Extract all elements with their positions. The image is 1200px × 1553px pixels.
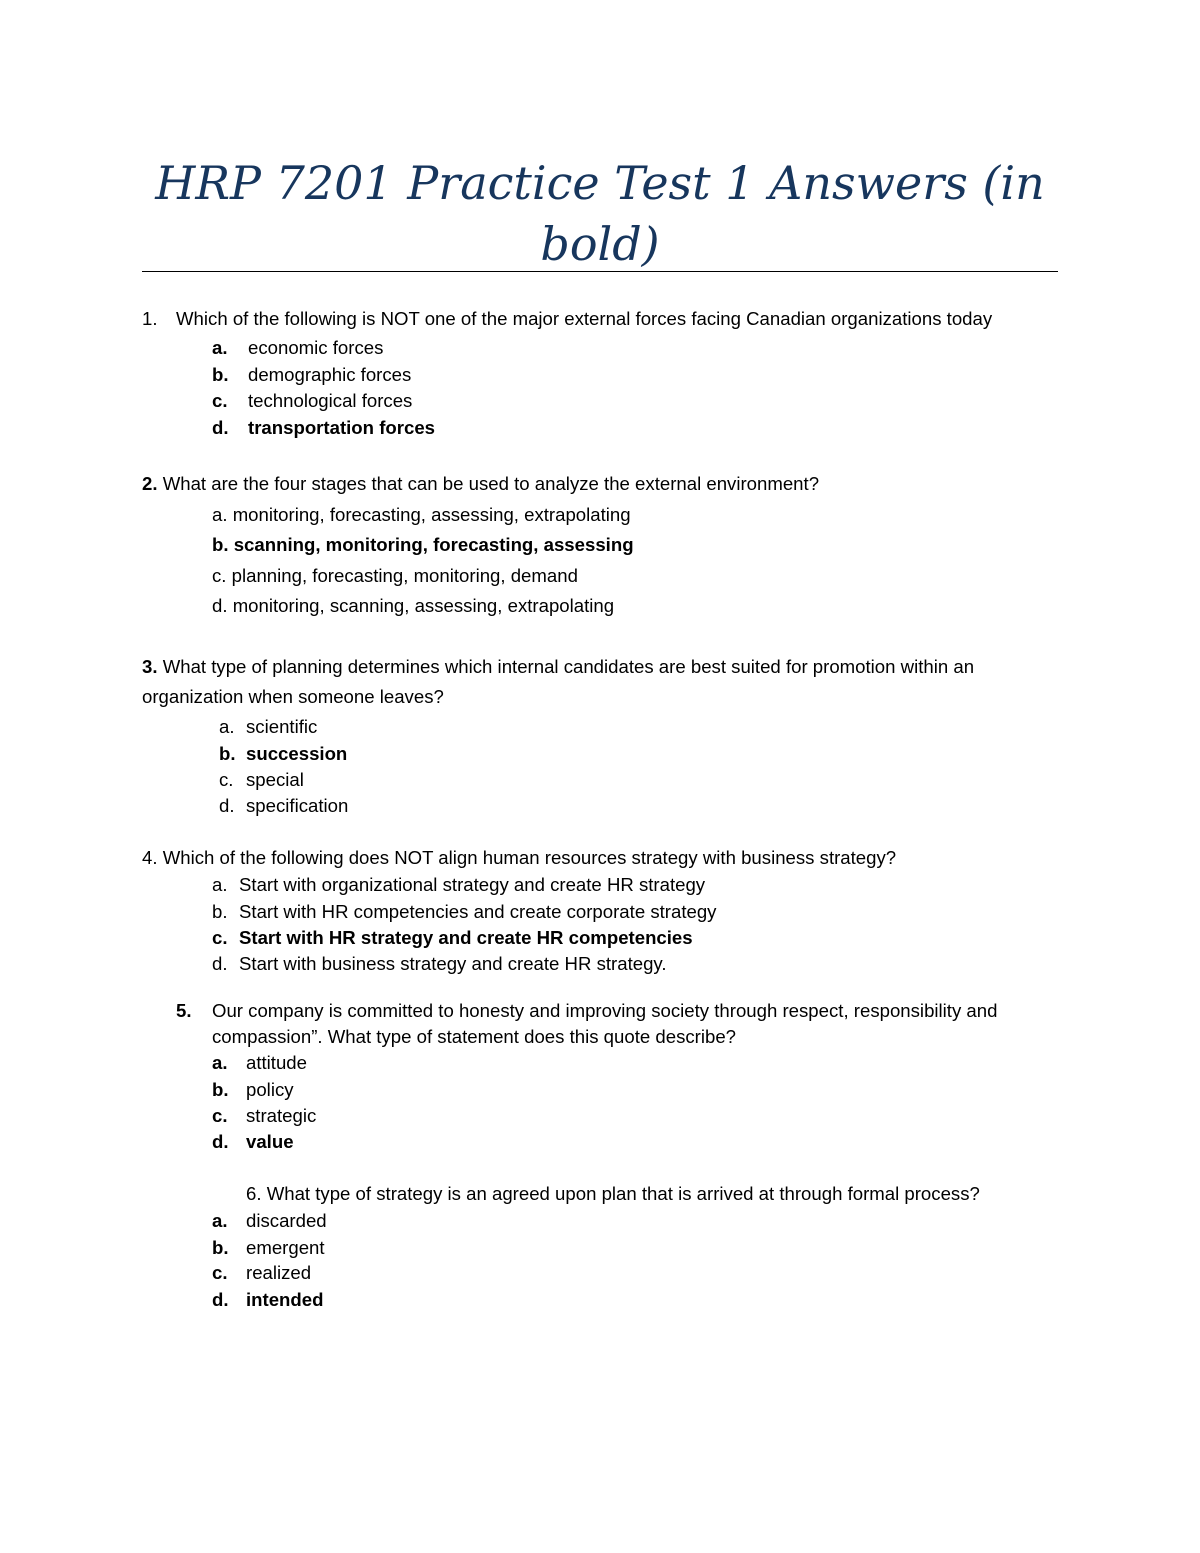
option-5c bbox=[212, 1104, 316, 1128]
option-text: special bbox=[246, 769, 304, 790]
option-letter: d. bbox=[212, 417, 229, 438]
option-letter: b. bbox=[212, 364, 229, 385]
option-letter: a. bbox=[219, 716, 235, 737]
option-1b bbox=[212, 363, 411, 387]
option-letter: c. bbox=[212, 927, 228, 948]
question-text: Our company is committed to honesty and improving society through respect, responsibility and bbox=[212, 1000, 998, 1021]
option-letter: c. bbox=[212, 1105, 228, 1126]
option-text: economic forces bbox=[248, 337, 384, 358]
option-4a bbox=[212, 873, 705, 897]
option-text: monitoring, forecasting, assessing, extrapolating bbox=[232, 504, 631, 525]
question-number: 1. bbox=[142, 308, 158, 329]
option-letter: d. bbox=[212, 953, 228, 974]
option-letter: a. bbox=[212, 1210, 228, 1231]
option-text: attitude bbox=[246, 1052, 307, 1073]
question-number: 4. bbox=[142, 847, 158, 868]
option-text: scientific bbox=[246, 716, 318, 737]
option-1d-correct bbox=[212, 416, 435, 440]
option-letter: b. bbox=[219, 743, 236, 764]
option-letter: c. bbox=[212, 565, 227, 586]
option-2d bbox=[212, 594, 614, 618]
option-3a bbox=[219, 715, 317, 739]
option-letter: b. bbox=[212, 534, 229, 555]
option-text: Start with organizational strategy and create HR strategy bbox=[239, 874, 706, 895]
option-letter: a. bbox=[212, 1052, 228, 1073]
option-text: Start with HR strategy and create HR competencies bbox=[239, 927, 693, 948]
option-text: scanning, monitoring, forecasting, assessing bbox=[233, 534, 634, 555]
option-text: planning, forecasting, monitoring, demand bbox=[231, 565, 578, 586]
option-text: demographic forces bbox=[248, 364, 412, 385]
option-5d-correct bbox=[212, 1130, 294, 1154]
question-number: 2. bbox=[142, 473, 158, 494]
question-text: What type of strategy is an agreed upon plan that is arrived at through formal process? bbox=[266, 1183, 980, 1204]
page-title: HRP 7201 Practice Test 1 Answers (in bold) bbox=[155, 156, 1045, 271]
option-letter: a. bbox=[212, 337, 228, 358]
option-letter: b. bbox=[212, 1079, 229, 1100]
option-text: realized bbox=[246, 1262, 312, 1283]
question-text: Which of the following does NOT align human resources strategy with business strategy? bbox=[162, 847, 897, 868]
option-text: transportation forces bbox=[248, 417, 435, 438]
option-letter: d. bbox=[212, 1289, 229, 1310]
question-1 bbox=[142, 307, 992, 331]
question-number: 3. bbox=[142, 656, 158, 677]
option-letter: c. bbox=[212, 390, 228, 411]
option-3b-correct bbox=[219, 742, 347, 766]
question-text: compassion”. What type of statement does this quote describe? bbox=[212, 1026, 737, 1047]
question-text: What type of planning determines which internal candidates are best suited for promotion within an bbox=[162, 656, 975, 677]
option-2b-correct bbox=[212, 533, 634, 557]
option-text: discarded bbox=[246, 1210, 327, 1231]
option-5b bbox=[212, 1078, 294, 1102]
option-4b bbox=[212, 900, 716, 924]
option-5a bbox=[212, 1051, 307, 1075]
question-3 bbox=[142, 655, 974, 679]
option-6b bbox=[212, 1236, 325, 1260]
option-letter: b. bbox=[212, 1237, 229, 1258]
question-text: Which of the following is NOT one of the major external forces facing Canadian organizations today bbox=[176, 308, 993, 329]
option-letter: d. bbox=[212, 1131, 229, 1152]
option-text: Start with HR competencies and create corporate strategy bbox=[239, 901, 717, 922]
option-3c bbox=[219, 768, 304, 792]
option-2a bbox=[212, 503, 631, 527]
option-letter: a. bbox=[212, 874, 228, 895]
option-text: succession bbox=[246, 743, 348, 764]
option-text: value bbox=[246, 1131, 294, 1152]
option-text: intended bbox=[246, 1289, 324, 1310]
question-6 bbox=[246, 1182, 980, 1206]
question-number: 5. bbox=[176, 1000, 192, 1021]
option-letter: c. bbox=[219, 769, 234, 790]
option-letter: b. bbox=[212, 901, 228, 922]
option-letter: c. bbox=[212, 1262, 228, 1283]
question-text: organization when someone leaves? bbox=[142, 686, 444, 707]
question-number: 6. bbox=[246, 1183, 262, 1204]
option-letter: d. bbox=[212, 595, 228, 616]
option-6c bbox=[212, 1261, 311, 1285]
option-text: emergent bbox=[246, 1237, 325, 1258]
option-text: technological forces bbox=[248, 390, 413, 411]
option-1a bbox=[212, 336, 383, 360]
option-text: Start with business strategy and create HR strategy. bbox=[239, 953, 667, 974]
option-text: strategic bbox=[246, 1105, 317, 1126]
question-3-continued bbox=[142, 685, 444, 709]
option-letter: a. bbox=[212, 504, 228, 525]
question-5-continued bbox=[212, 1025, 736, 1049]
option-6d-correct bbox=[212, 1288, 323, 1312]
question-4 bbox=[142, 846, 896, 870]
option-text: specification bbox=[246, 795, 349, 816]
option-1c bbox=[212, 389, 412, 413]
question-5 bbox=[176, 999, 997, 1023]
option-text: policy bbox=[246, 1079, 294, 1100]
question-2 bbox=[142, 472, 819, 496]
option-3d bbox=[219, 794, 348, 818]
option-letter: d. bbox=[219, 795, 235, 816]
question-text: What are the four stages that can be used to analyze the external environment? bbox=[162, 473, 820, 494]
option-2c bbox=[212, 564, 578, 588]
option-4d bbox=[212, 952, 667, 976]
option-text: monitoring, scanning, assessing, extrapolating bbox=[232, 595, 615, 616]
option-4c-correct bbox=[212, 926, 693, 950]
option-6a bbox=[212, 1209, 327, 1233]
title-underline bbox=[142, 271, 1058, 272]
